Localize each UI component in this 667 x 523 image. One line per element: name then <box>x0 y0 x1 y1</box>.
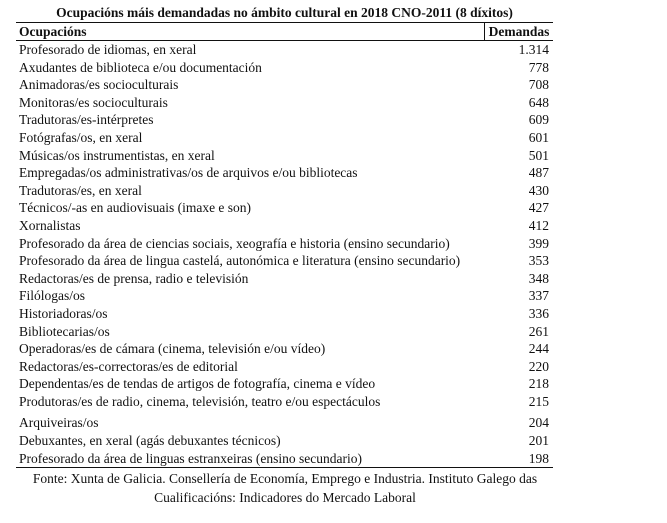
occupation-cell: Dependentas/es de tendas de artigos de fotografía, cinema e vídeo <box>19 376 376 392</box>
demand-cell: 201 <box>528 433 549 449</box>
table-row <box>16 111 553 129</box>
source-line-2: Cualificacións: Indicadores do Mercado Laboral <box>154 490 416 505</box>
demand-cell: 1.314 <box>518 42 549 57</box>
demand-column-header: Demandas <box>485 23 554 41</box>
table-row <box>16 94 553 112</box>
demand-cell: 220 <box>528 358 549 374</box>
occupation-cell: Debuxantes, en xeral (agás debuxantes técnicos) <box>19 433 281 449</box>
occupation-cell: Empregadas/os administrativas/os de arquivos e/ou bibliotecas <box>19 165 358 181</box>
table-row <box>16 410 553 432</box>
table-title: Ocupacións máis demandadas no ámbito cultural en 2018 CNO-2011 (8 díxitos) <box>56 5 513 20</box>
table-row <box>16 323 553 341</box>
demand-cell: 215 <box>528 393 549 409</box>
demand-cell: 778 <box>528 59 549 75</box>
occupation-cell: Profesorado da área de ciencias sociais, xeografía e historia (ensino secundario) <box>19 235 450 251</box>
table-row <box>16 252 553 270</box>
occupation-cell: Redactoras/es de prensa, radio e televisión <box>19 270 249 286</box>
table-row <box>16 129 553 147</box>
occupation-column-header: Ocupacións <box>16 23 485 41</box>
demand-cell: 336 <box>528 305 549 321</box>
demand-cell: 609 <box>528 112 549 128</box>
occupation-cell: Músicas/os instrumentistas, en xeral <box>19 147 215 163</box>
occupation-cell: Redactoras/es-correctoras/es de editorial <box>19 358 238 374</box>
occupation-cell: Profesorado da área de linguas estranxeiras (ensino secundario) <box>16 450 485 468</box>
table-row <box>16 199 553 217</box>
demand-cell: 261 <box>528 323 549 339</box>
occupation-cell: Fotógrafas/os, en xeral <box>19 129 143 145</box>
occupation-cell: Arquiveiras/os <box>19 415 99 431</box>
demand-cell: 399 <box>528 235 549 251</box>
occupation-cell: Tradutoras/es-intérpretes <box>19 112 154 128</box>
table-row <box>16 164 553 182</box>
table-row <box>16 358 553 376</box>
table-row <box>16 182 553 200</box>
occupation-cell: Historiadoras/os <box>19 305 108 321</box>
table-row <box>16 76 553 94</box>
occupation-cell: Produtoras/es de radio, cinema, televisión, teatro e/ou espectáculos <box>19 393 381 409</box>
demand-cell: 218 <box>528 376 549 392</box>
table-row <box>16 375 553 393</box>
table-row <box>16 270 553 288</box>
occupation-cell: Tradutoras/es, en xeral <box>19 182 142 198</box>
occupation-cell: Xornalistas <box>19 217 81 233</box>
demand-cell: 487 <box>528 165 549 181</box>
occupation-cell: Monitoras/es socioculturais <box>19 94 168 110</box>
table-header-row <box>16 23 553 41</box>
table-row <box>16 450 553 468</box>
table-row <box>16 393 553 411</box>
table-row <box>16 147 553 165</box>
table-row <box>16 305 553 323</box>
occupation-cell: Axudantes de biblioteca e/ou documentación <box>19 59 262 75</box>
demand-cell: 501 <box>528 147 549 163</box>
source-line-1: Fonte: Xunta de Galicia. Consellería de Economía, Emprego e Industria. Instituto Galego das <box>32 471 538 486</box>
demand-cell: 198 <box>485 450 554 468</box>
demand-cell: 427 <box>528 200 549 216</box>
occupation-cell: Profesorado da área de lingua castelá, autonómica e literatura (ensino secundario) <box>19 253 461 269</box>
table-row <box>16 287 553 305</box>
demand-cell: 348 <box>528 270 549 286</box>
table-row <box>16 340 553 358</box>
demand-cell: 244 <box>528 341 549 357</box>
table-row <box>16 432 553 450</box>
demand-cell: 204 <box>528 415 549 431</box>
demand-cell: 412 <box>528 217 549 233</box>
occupation-cell: Técnicos/-as en audiovisuais (imaxe e son) <box>19 200 252 216</box>
table-row <box>16 235 553 253</box>
demand-cell: 708 <box>528 77 549 93</box>
occupation-cell: Bibliotecarias/os <box>19 323 110 339</box>
occupation-cell: Operadoras/es de cámara (cinema, televisión e/ou vídeo) <box>19 341 326 357</box>
demand-cell: 353 <box>528 253 549 269</box>
demand-cell: 430 <box>528 182 549 198</box>
source-note <box>0 469 570 507</box>
table-row <box>16 59 553 77</box>
demand-cell: 648 <box>528 94 549 110</box>
table-body <box>16 41 553 468</box>
table-row <box>16 217 553 235</box>
occupation-cell: Filólogas/os <box>19 288 86 304</box>
demand-cell: 601 <box>528 129 549 145</box>
occupation-cell: Animadoras/es socioculturais <box>19 77 179 93</box>
occupations-table <box>16 22 553 468</box>
table-row <box>16 41 553 59</box>
occupation-cell: Profesorado de idiomas, en xeral <box>19 42 197 57</box>
demand-cell: 337 <box>528 288 549 304</box>
